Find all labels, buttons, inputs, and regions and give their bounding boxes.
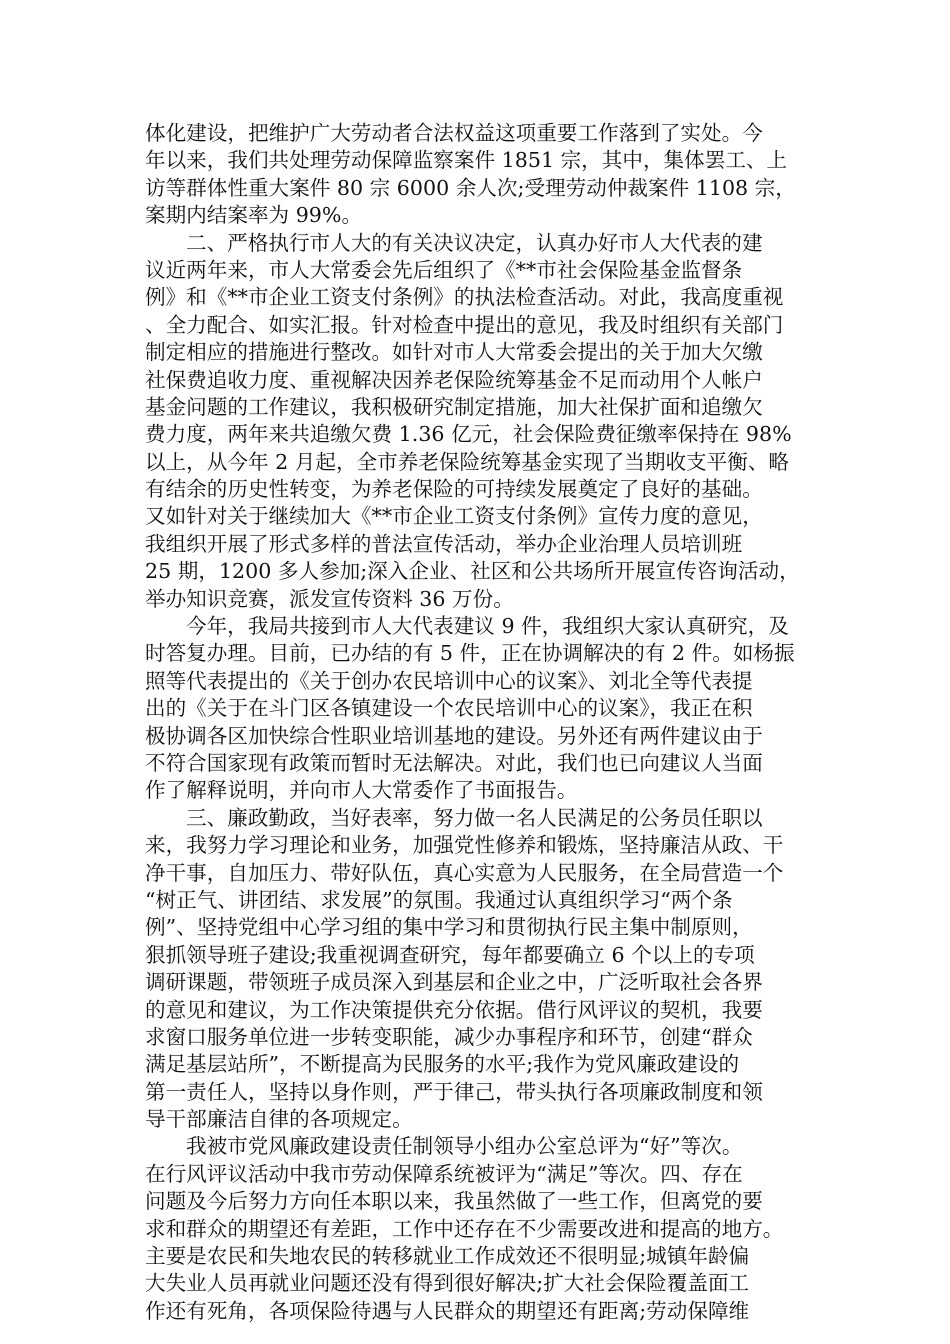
- text-line: 满足基层站所”，不断提高为民服务的水平;我作为党风廉政建设的: [145, 1052, 740, 1077]
- text-line: 制定相应的措施进行整改。如针对市人大常委会提出的关于加大欠缴: [145, 340, 763, 365]
- text-line: 今年，我局共接到市人大代表建议 9 件，我组织大家认真研究，及: [186, 614, 789, 639]
- text-line: 在行风评议活动中我市劳动保障系统被评为“满足”等次。四、存在: [145, 1161, 743, 1186]
- text-line: 的意见和建议，为工作决策提供充分依据。借行风评议的契机，我要: [145, 997, 763, 1022]
- text-line: 求和群众的期望还有差距，工作中还存在不少需要改进和提高的地方。: [145, 1216, 784, 1241]
- text-line: 议近两年来，市人大常委会先后组织了《**市社会保险基金监督条: [145, 257, 743, 282]
- text-line: 主要是农民和失地农民的转移就业工作成效还不很明显;城镇年龄偏: [145, 1244, 750, 1269]
- text-line: 例》和《**市企业工资支付条例》的执法检查活动。对此，我高度重视: [145, 285, 784, 310]
- text-line: 极协调各区加快综合性职业培训基地的建设。另外还有两件建议由于: [145, 723, 763, 748]
- text-line: 狠抓领导班子建设;我重视调查研究，每年都要确立 6 个以上的专项: [145, 942, 755, 967]
- text-line: 又如针对关于继续加大《**市企业工资支付条例》宣传力度的意见，: [145, 504, 763, 529]
- text-line: 三、廉政勤政，当好表率，努力做一名人民满足的公务员任职以: [186, 805, 763, 830]
- text-line: 案期内结案率为 99%。: [145, 203, 363, 228]
- text-line: 作了解释说明，并向市人大常委作了书面报告。: [145, 778, 578, 803]
- text-line: 例”、坚持党组中心学习组的集中学习和贯彻执行民主集中制原则，: [145, 915, 753, 940]
- text-line: 来，我努力学习理论和业务，加强党性修养和锻炼，坚持廉洁从政、干: [145, 833, 784, 858]
- text-line: 举办知识竞赛，派发宣传资料 36 万份。: [145, 586, 514, 611]
- text-line: 不符合国家现有政策而暂时无法解决。对此，我们也已向建议人当面: [145, 750, 763, 775]
- text-line: 以上，从今年 2 月起，全市养老保险统筹基金实现了当期收支平衡、略: [145, 449, 790, 474]
- text-line: 出的《关于在斗门区各镇建设一个农民培训中心的议案》，我正在积: [145, 696, 753, 721]
- text-line: 费力度，两年来共追缴欠费 1.36 亿元，社会保险费征缴率保持在 98%: [145, 422, 792, 447]
- text-line: 、全力配合、如实汇报。针对检查中提出的意见，我及时组织有关部门: [145, 312, 784, 337]
- text-line: “树正气、讲团结、求发展”的氛围。我通过认真组织学习“两个条: [145, 887, 733, 912]
- text-line: 求窗口服务单位进一步转变职能，减少办事程序和环节，创建“群众: [145, 1024, 753, 1049]
- text-line: 问题及今后努力方向任本职以来，我虽然做了一些工作，但离党的要: [145, 1189, 763, 1214]
- text-line: 调研课题，带领班子成员深入到基层和企业之中，广泛听取社会各界: [145, 970, 763, 995]
- text-line: 时答复办理。目前，已办结的有 5 件，正在协调解决的有 2 件。如杨振: [145, 641, 795, 666]
- text-line: 体化建设，把维护广大劳动者合法权益这项重要工作落到了实处。今: [145, 121, 763, 145]
- text-line: 年以来，我们共处理劳动保障监察案件 1851 宗，其中，集体罢工、上: [145, 148, 788, 173]
- text-line: 作还有死角，各项保险待遇与人民群众的期望还有距离;劳动保障维: [145, 1298, 750, 1323]
- text-line: 第一责任人，坚持以身作则，严于律己，带头执行各项廉政制度和领: [145, 1079, 763, 1104]
- text-line: 有结余的历史性转变，为养老保险的可持续发展奠定了良好的基础。: [145, 477, 763, 502]
- text-line: 导干部廉洁自律的各项规定。: [145, 1107, 413, 1132]
- text-line: 访等群体性重大案件 80 宗 6000 余人次;受理劳动仲裁案件 1108 宗，: [145, 175, 796, 200]
- document-body: [145, 120, 811, 1325]
- text-line: 照等代表提出的《关于创办农民培训中心的议案》、刘北全等代表提: [145, 668, 753, 693]
- text-line: 二、严格执行市人大的有关决议决定，认真办好市人大代表的建: [186, 230, 763, 255]
- text-line: 基金问题的工作建议，我积极研究制定措施，加大社保扩面和追缴欠: [145, 394, 763, 419]
- text-line: 社保费追收力度、重视解决因养老保险统筹基金不足而动用个人帐户: [145, 367, 763, 392]
- text-line: 我组织开展了形式多样的普法宣传活动，举办企业治理人员培训班: [145, 531, 743, 556]
- text-line: 25 期，1200 多人参加;深入企业、社区和公共场所开展宣传咨询活动，: [145, 559, 800, 584]
- text-line: 大失业人员再就业问题还没有得到很好解决;扩大社会保险覆盖面工: [145, 1271, 750, 1296]
- text-line: 净干事，自加压力、带好队伍，真心实意为人民服务，在全局营造一个: [145, 860, 784, 885]
- text-line: 我被市党风廉政建设责任制领导小组办公室总评为“好”等次。: [186, 1134, 743, 1159]
